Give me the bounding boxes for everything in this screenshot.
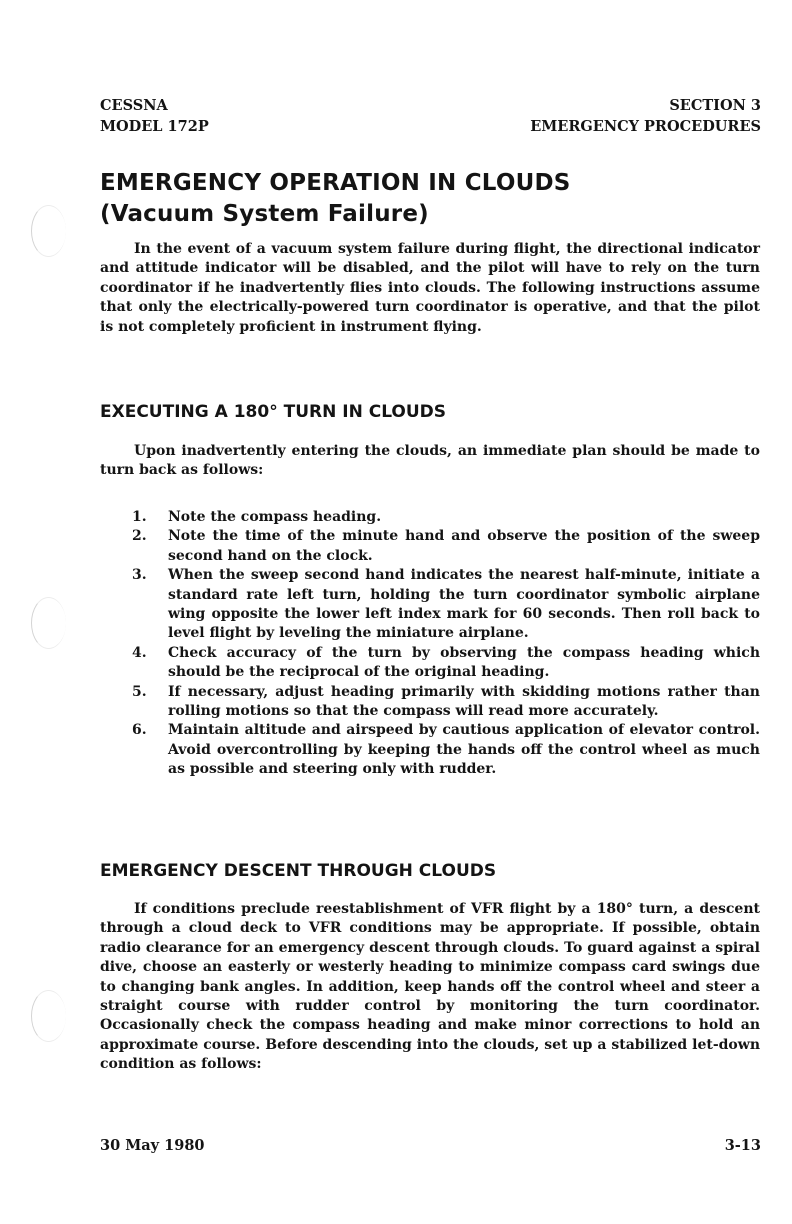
list-item [100,683,760,722]
binder-hole-top [31,205,66,257]
intro-paragraph: In the event of a vacuum system failure during flight, the directional indicator and attitude indicator will be disabled, and the pilot will have to rely on the turn coordinator if he inadvertently flies into clouds. The following instructions assume that only the electrically-powered turn coordinator is operative, and that the pilot is not completely proficient in instrument flying. [100,241,760,335]
step-number: 3. [132,567,147,584]
step-number: 5. [132,683,147,700]
step-text: If necessary, adjust heading primarily with skidding motions rather than rolling motions so that the compass will read more accurately. [168,683,760,720]
step-text: Note the time of the minute hand and observe the position of the sweep second hand on the clock. [168,528,760,564]
step-number: 4. [132,644,147,661]
header-model: MODEL 172P [100,118,209,135]
binder-hole-middle [31,597,66,649]
descent-paragraph: If conditions preclude reestablishment of VFR flight by a 180° turn, a descent through a cloud deck to VFR conditions may be appropriate. If possible, obtain radio clearance for an emergency descent through clouds. To guard against a spiral dive, choose an easterly or westerly heading to minimize compass card swings due to changing bank angles. In addition, keep hands off the control wheel and steer a straight course with rudder control by monitoring the turn coordinator. Occasionally check the compass heading and make minor corrections to hold an approximate course. Before descending into the clouds, set up a stabilized let-down condition as follows: [100,901,760,1073]
step-text: Maintain altitude and airspeed by cautious application of elevator control. Avoid overcontrolling by keeping the hands off the control wheel as much as possible and steering only with rudder. [168,722,760,778]
step-number: 2. [132,528,147,545]
step-text: Check accuracy of the turn by observing the compass heading which should be the reciprocal of the original heading. [168,644,760,681]
footer-date: 30 May 1980 [100,1137,205,1154]
binder-hole-bottom [31,990,66,1042]
step-number: 1. [132,509,147,525]
list-item [100,644,760,683]
step-text: When the sweep second hand indicates the nearest half-minute, initiate a standard rate left turn, holding the turn coordinator symbolic airplane wing opposite the lower left index mark for 60 seconds. Then roll back to level flight by leveling the miniature airplane. [168,567,760,642]
page-title-line2: (Vacuum System Failure) [100,201,429,227]
step-number: 6. [132,722,147,739]
list-item [100,508,760,527]
header-manufacturer: CESSNA [100,97,168,114]
page-title-line1: EMERGENCY OPERATION IN CLOUDS [100,170,571,196]
header-left [100,95,209,137]
header-section: SECTION 3 [669,97,761,114]
list-item [100,566,760,644]
turn-steps-list [100,508,760,780]
step-text: Note the compass heading. [168,509,382,525]
page-title [100,168,571,230]
header-section-title: EMERGENCY PROCEDURES [530,118,761,135]
list-item [100,721,760,779]
header-right [530,95,761,137]
page-number: 3-13 [724,1137,761,1154]
list-item [100,527,760,566]
descent-section-heading: EMERGENCY DESCENT THROUGH CLOUDS [100,861,497,881]
turn-section-heading: EXECUTING A 180° TURN IN CLOUDS [100,402,447,422]
turn-section-intro: Upon inadvertently entering the clouds, an immediate plan should be made to turn back as follows: [100,443,760,479]
